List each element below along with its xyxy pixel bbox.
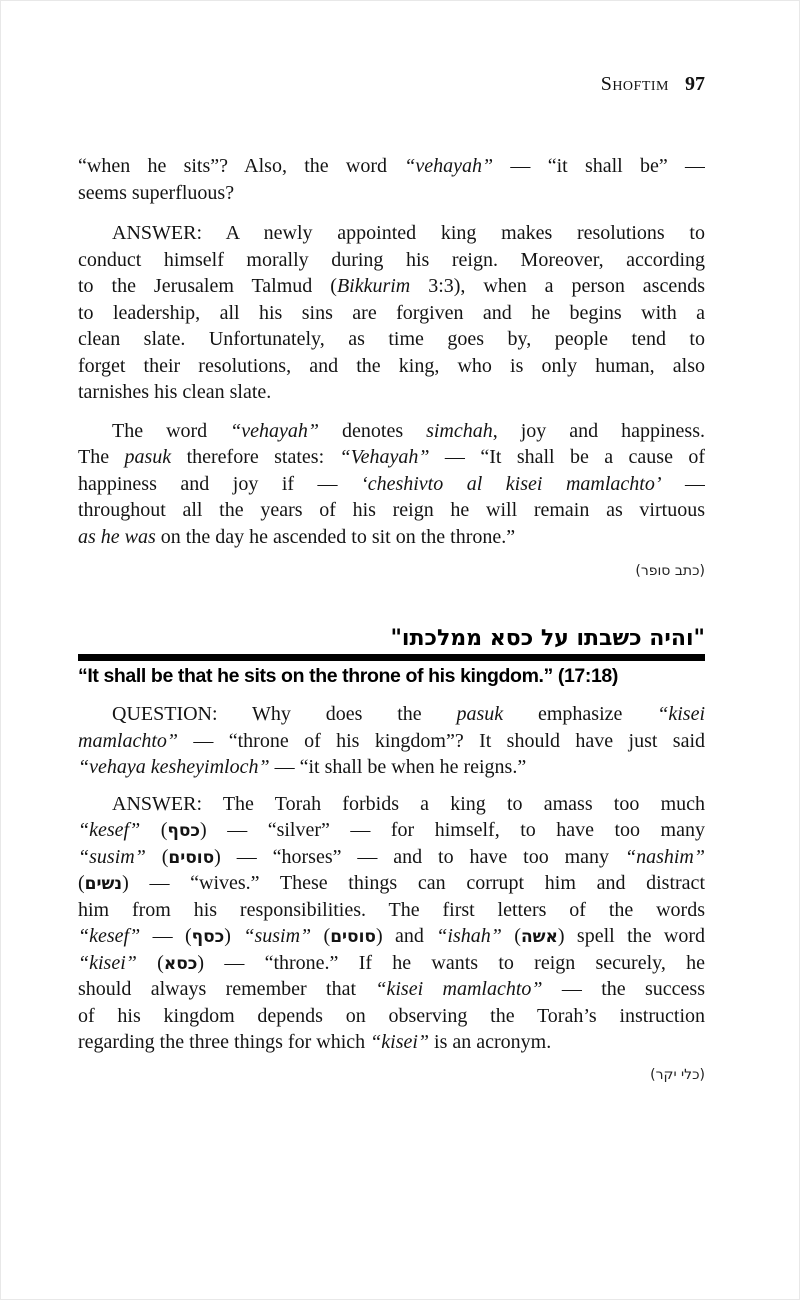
- text-line: forget their resolutions, and the king, who is only human, also: [78, 354, 705, 377]
- section-heading-english: “It shall be that he sits on the throne of his kingdom.” (17:18): [78, 665, 618, 687]
- text-line: The pasuk therefore states: “Vehayah” — “It shall be a cause of: [78, 446, 705, 468]
- paragraph: [78, 418, 705, 551]
- source-citation: (כלי יקר): [650, 1066, 705, 1083]
- page-header: [78, 74, 705, 94]
- text-line: “kesef” — (כסף) “susim” (סוסים) and “ishah” (אשה) spell the word: [78, 925, 705, 947]
- hebrew-word: סוסים: [330, 927, 376, 947]
- text-line: to the Jerusalem Talmud (Bikkurim 3:3), when a person ascends: [78, 275, 705, 297]
- hebrew-word: כסף: [191, 927, 225, 947]
- text-line: “when he sits”? Also, the word “vehayah” — “it shall be” —: [78, 155, 705, 177]
- text-line: him from his responsibilities. The first letters of the words: [78, 898, 705, 921]
- text-line: “kisei” (כסא) — “throne.” If he wants to reign securely, he: [78, 951, 705, 974]
- paragraph: [78, 153, 705, 206]
- paragraph: [78, 701, 705, 781]
- page-number: 97: [685, 73, 705, 95]
- section-heading-hebrew: "והיה כשבתו על כסא ממלכתו": [390, 626, 705, 651]
- hebrew-word: כסא: [163, 953, 198, 974]
- text-line: throughout all the years of his reign he will remain as virtuous: [78, 499, 705, 521]
- text-line: QUESTION: Why does the pasuk emphasize “kisei: [112, 703, 705, 725]
- paragraph: [78, 791, 705, 1056]
- hebrew-word: אשה: [520, 927, 558, 947]
- paragraph: [78, 220, 705, 406]
- text-line: “vehaya kesheyimloch” — “it shall be when he reigns.”: [78, 756, 527, 778]
- text-line: The word “vehayah” denotes simchah, joy and happiness.: [112, 419, 705, 442]
- text-line: of his kingdom depends on observing the Torah’s instruction: [78, 1004, 705, 1027]
- text-line: ANSWER: The Torah forbids a king to amass too much: [112, 792, 705, 815]
- text-line: as he was on the day he ascended to sit on the throne.”: [78, 525, 516, 548]
- text-line: tarnishes his clean slate.: [78, 381, 272, 403]
- section-divider-rule: [78, 654, 705, 661]
- section-title: Shoftim: [600, 73, 669, 95]
- text-line: “susim” (סוסים) — “horses” — and to have too many “nashim”: [78, 845, 705, 868]
- text-line: should always remember that “kisei mamlachto” — the success: [78, 978, 705, 1000]
- source-citation: (כתב סופר): [635, 563, 705, 579]
- text-line: clean slate. Unfortunately, as time goes by, people tend to: [78, 328, 705, 350]
- text-line: happiness and joy if — ‘cheshivto al kisei mamlachto’ —: [78, 472, 705, 495]
- text-line: regarding the three things for which “kisei” is an acronym.: [78, 1031, 552, 1053]
- page-content: [78, 153, 705, 1084]
- text-line: ANSWER: A newly appointed king makes resolutions to: [112, 222, 705, 244]
- text-line: seems superfluous?: [78, 181, 235, 204]
- text-line: mamlachto” — “throne of his kingdom”? It should have just said: [78, 729, 705, 752]
- hebrew-word: סוסים: [168, 847, 215, 868]
- text-line: (נשים) — “wives.” These things can corrupt him and distract: [78, 872, 705, 894]
- text-line: to leadership, all his sins are forgiven and he begins with a: [78, 301, 705, 324]
- hebrew-word: נשים: [84, 874, 123, 894]
- text-line: “kesef” (כסף) — “silver” — for himself, to have too many: [78, 819, 705, 841]
- text-line: conduct himself morally during his reign. Moreover, according: [78, 248, 705, 271]
- hebrew-word: כסף: [167, 821, 201, 841]
